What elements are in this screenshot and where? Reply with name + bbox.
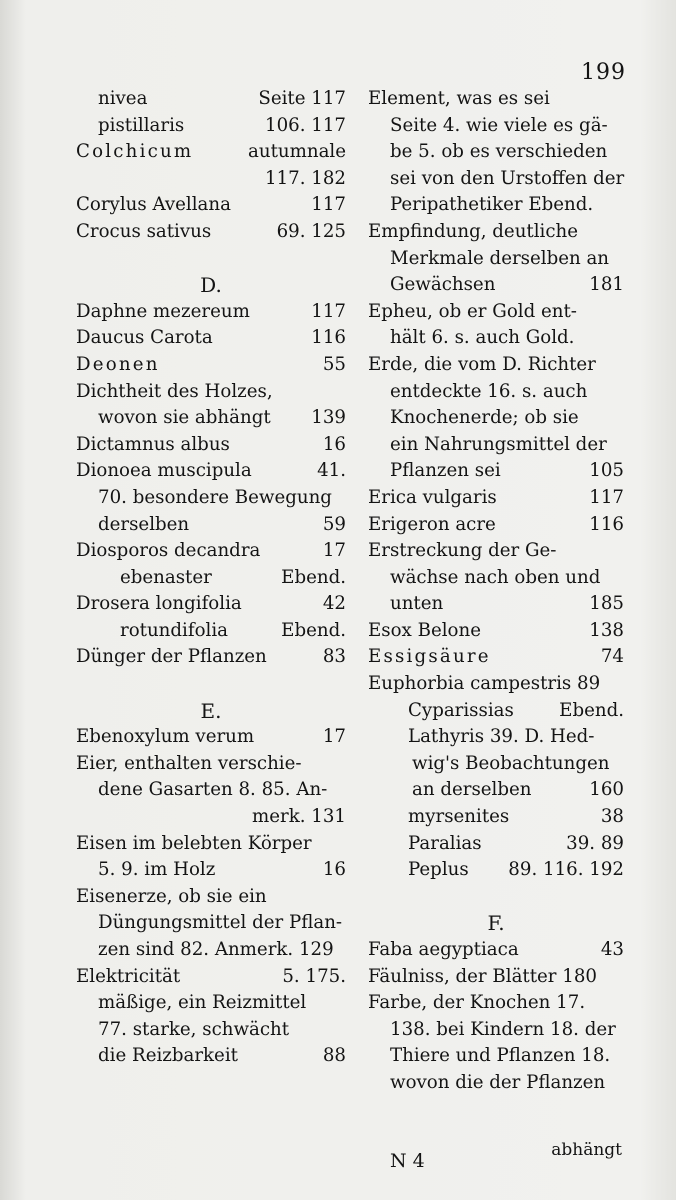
index-entry (76, 990, 346, 1017)
section-heading-d: D. (200, 273, 222, 298)
entry-text: an derselben (412, 779, 532, 801)
index-column-right (368, 86, 624, 1097)
entry-page-ref: 16 (322, 433, 346, 455)
section-heading-f: F. (487, 911, 505, 936)
entry-page-ref: 42 (322, 593, 346, 615)
entry-text: Ebenoxylum verum (76, 726, 255, 748)
index-entry (76, 139, 346, 166)
entry-text: Dichtheit des Holzes, (76, 380, 273, 402)
entry-text: 138. bei Kindern 18. der (390, 1018, 616, 1040)
index-entry (76, 777, 346, 804)
entry-page-ref: Ebend. (281, 619, 346, 641)
entry-text: Dictamnus albus (76, 433, 230, 455)
page-number: 199 (581, 60, 626, 85)
entry-text: Cyparissias (408, 699, 514, 721)
entry-page-ref: 139 (311, 407, 346, 429)
index-entry (368, 857, 624, 884)
index-entry (368, 591, 624, 618)
entry-text: wächse nach oben und (390, 566, 601, 588)
index-entry (76, 538, 346, 565)
entry-text: ebenaster (120, 566, 212, 588)
entry-text: Erigeron acre (368, 513, 496, 535)
index-entry (368, 512, 624, 539)
signature-mark: N 4 (390, 1150, 425, 1172)
entry-page-ref: 16 (322, 859, 346, 881)
entry-text: Lathyris 39. D. Hed- (408, 726, 595, 748)
entry-page-ref: 59 (322, 513, 346, 535)
entry-page-ref: 105 (589, 460, 624, 482)
index-entry (368, 1043, 624, 1070)
index-entry (76, 458, 346, 485)
entry-text: hält 6. s. auch Gold. (390, 327, 575, 349)
entry-text: pistillaris (98, 114, 185, 136)
entry-page-ref: 117 (311, 300, 346, 322)
entry-page-ref: 116 (589, 513, 624, 535)
entry-text: wovon die der Pflanzen (390, 1071, 606, 1093)
entry-text: nivea (98, 88, 148, 109)
entry-text: die Reizbarkeit (98, 1045, 238, 1067)
index-column-left (76, 86, 346, 1070)
entry-text: Faba aegyptiaca (368, 939, 519, 960)
entry-text: be 5. ob es verschieden (390, 141, 608, 163)
entry-text: 5. 9. im Holz (98, 859, 216, 881)
entry-page-ref: 185 (589, 593, 624, 615)
index-entry (368, 219, 624, 246)
entry-page-ref: merk. 131 (251, 806, 346, 828)
index-entry (368, 644, 624, 671)
index-entry (368, 458, 624, 485)
entry-text: Farbe, der Knochen 17. (368, 992, 586, 1014)
entry-text: Daucus Carota (76, 327, 213, 349)
entry-text: unten (390, 593, 444, 615)
entry-page-ref: 41. (317, 460, 346, 482)
index-entry (368, 432, 624, 459)
index-entry (76, 644, 346, 671)
index-entry (368, 804, 624, 831)
index-entry (368, 246, 624, 273)
entry-text: rotundifolia (120, 619, 228, 641)
entry-text: Erstreckung der Ge- (368, 540, 557, 562)
entry-page-ref: 17 (322, 726, 346, 748)
entry-page-ref: 74 (600, 646, 624, 668)
entry-page-ref: 38 (600, 806, 624, 828)
entry-page-ref: 117. 182 (265, 167, 346, 189)
entry-text: Eier, enthalten verschie- (76, 752, 302, 774)
index-entry (76, 724, 346, 751)
index-entry (76, 565, 346, 592)
entry-page-ref: 88 (322, 1045, 346, 1067)
entry-text: Düngungsmittel der Pflan- (98, 912, 343, 934)
index-entry (368, 831, 624, 858)
entry-text: Daphne mezereum (76, 300, 250, 322)
index-entry (76, 299, 346, 326)
index-entry (368, 405, 624, 432)
entry-page-ref: 43 (600, 939, 624, 960)
index-entry (76, 937, 346, 964)
entry-text: Essigsäure (368, 646, 491, 668)
entry-text: zen sind 82. Anmerk. 129 (98, 939, 334, 960)
entry-text: Erde, die vom D. Richter (368, 353, 596, 375)
entry-page-ref: 117 (311, 194, 346, 216)
entry-page-ref: 55 (322, 353, 346, 375)
index-entry (368, 964, 624, 991)
index-entry (76, 379, 346, 406)
entry-text: mäßige, ein Reizmittel (98, 992, 307, 1014)
entry-text: Diosporos decandra (76, 540, 261, 562)
index-entry (76, 831, 346, 858)
index-entry (368, 192, 624, 219)
entry-text: Knochenerde; ob sie (390, 407, 579, 429)
entry-text: Colchicum (76, 141, 194, 163)
entry-text: Pflanzen sei (390, 460, 501, 482)
entry-page-ref: 181 (589, 274, 624, 296)
entry-page-ref: 116 (311, 327, 346, 349)
entry-page-ref: 83 (322, 646, 346, 668)
index-entry (76, 166, 346, 193)
entry-text: Epheu, ob er Gold ent- (368, 300, 577, 322)
index-entry (368, 565, 624, 592)
index-entry (368, 698, 624, 725)
index-entry (368, 618, 624, 645)
index-entry (368, 538, 624, 565)
index-entry (368, 272, 624, 299)
index-entry (76, 512, 346, 539)
index-entry (76, 405, 346, 432)
entry-page-ref: 89. 116. 192 (508, 859, 624, 881)
index-entry (76, 910, 346, 937)
index-entry (368, 777, 624, 804)
entry-text: Gewächsen (390, 274, 496, 296)
index-entry (76, 192, 346, 219)
entry-text: Deonen (76, 353, 160, 375)
entry-text: Empfindung, deutliche (368, 220, 579, 242)
index-entry (368, 166, 624, 193)
index-entry (368, 352, 624, 379)
entry-text: 77. starke, schwächt (98, 1018, 290, 1040)
index-entry (76, 219, 346, 246)
entry-text: Corylus Avellana (76, 194, 231, 216)
index-entry (368, 299, 624, 326)
index-entry (368, 937, 624, 964)
index-entry (368, 113, 624, 140)
entry-text: Crocus sativus (76, 220, 212, 242)
index-entry (76, 325, 346, 352)
entry-text: Eisenerze, ob sie ein (76, 885, 267, 907)
index-entry (76, 884, 346, 911)
entry-text: Peripathetiker Ebend. (390, 194, 594, 216)
entry-page-ref: 117 (589, 486, 624, 508)
entry-text: myrsenites (408, 806, 510, 828)
entry-text: Peplus (408, 859, 469, 881)
entry-text: Seite 4. wie viele es gä- (390, 114, 608, 136)
entry-text: Merkmale derselben an (390, 247, 610, 269)
entry-text: ein Nahrungsmittel der (390, 433, 607, 455)
index-entry (368, 325, 624, 352)
entry-text: Elektricität (76, 965, 181, 987)
entry-text: Erica vulgaris (368, 486, 497, 508)
index-entry (76, 804, 346, 831)
entry-page-ref: 138 (589, 619, 624, 641)
entry-page-ref: 69. 125 (276, 220, 346, 242)
entry-page-ref: Seite 117 (258, 88, 346, 109)
entry-page-ref: 39. 89 (566, 832, 624, 854)
index-entry (76, 751, 346, 778)
entry-text: derselben (98, 513, 190, 535)
entry-text: Esox Belone (368, 619, 481, 641)
entry-text: entdeckte 16. s. auch (390, 380, 588, 402)
entry-text: dene Gasarten 8. 85. An- (98, 779, 328, 801)
entry-text: Element, was es sei (368, 88, 550, 109)
index-entry (76, 591, 346, 618)
entry-text: Drosera longifolia (76, 593, 242, 615)
index-entry (368, 139, 624, 166)
index-entry (368, 1017, 624, 1044)
index-entry (76, 1017, 346, 1044)
index-entry (368, 485, 624, 512)
index-entry (76, 485, 346, 512)
index-entry (76, 432, 346, 459)
entry-text: Thiere und Pflanzen 18. (390, 1045, 611, 1067)
entry-page-ref: Ebend. (281, 566, 346, 588)
entry-text: Euphorbia campestris 89 (368, 673, 601, 695)
index-entry (368, 379, 624, 406)
index-entry (76, 1043, 346, 1070)
index-entry (76, 113, 346, 140)
entry-text: 70. besondere Bewegung (98, 486, 332, 508)
section-heading-e: E. (200, 698, 222, 723)
entry-text: Dionoea muscipula (76, 460, 252, 482)
entry-page-ref: 5. 175. (282, 965, 346, 987)
index-entry (76, 964, 346, 991)
entry-text: Eisen im belebten Körper (76, 832, 312, 854)
index-entry (368, 1070, 624, 1097)
entry-text: wig's Beobachtungen (412, 752, 610, 774)
entry-text: wovon sie abhängt (98, 407, 271, 429)
index-entry (368, 86, 624, 113)
entry-text: Dünger der Pflanzen (76, 646, 267, 668)
index-entry (368, 671, 624, 698)
catchword: abhängt (551, 1140, 622, 1160)
index-entry (368, 990, 624, 1017)
entry-text: autumnale (248, 141, 346, 163)
index-entry (76, 857, 346, 884)
index-entry (368, 751, 624, 778)
entry-page-ref: 106. 117 (265, 114, 346, 136)
index-entry (76, 352, 346, 379)
entry-page-ref: Ebend. (559, 699, 624, 721)
entry-text: sei von den Urstoffen der (390, 167, 625, 189)
index-entry (368, 724, 624, 751)
entry-text: Paralias (408, 832, 482, 854)
index-entry (76, 86, 346, 113)
entry-page-ref: 160 (589, 779, 624, 801)
entry-page-ref: 17 (322, 540, 346, 562)
entry-text: Fäulniss, der Blätter 180 (368, 965, 597, 987)
index-entry (76, 618, 346, 645)
